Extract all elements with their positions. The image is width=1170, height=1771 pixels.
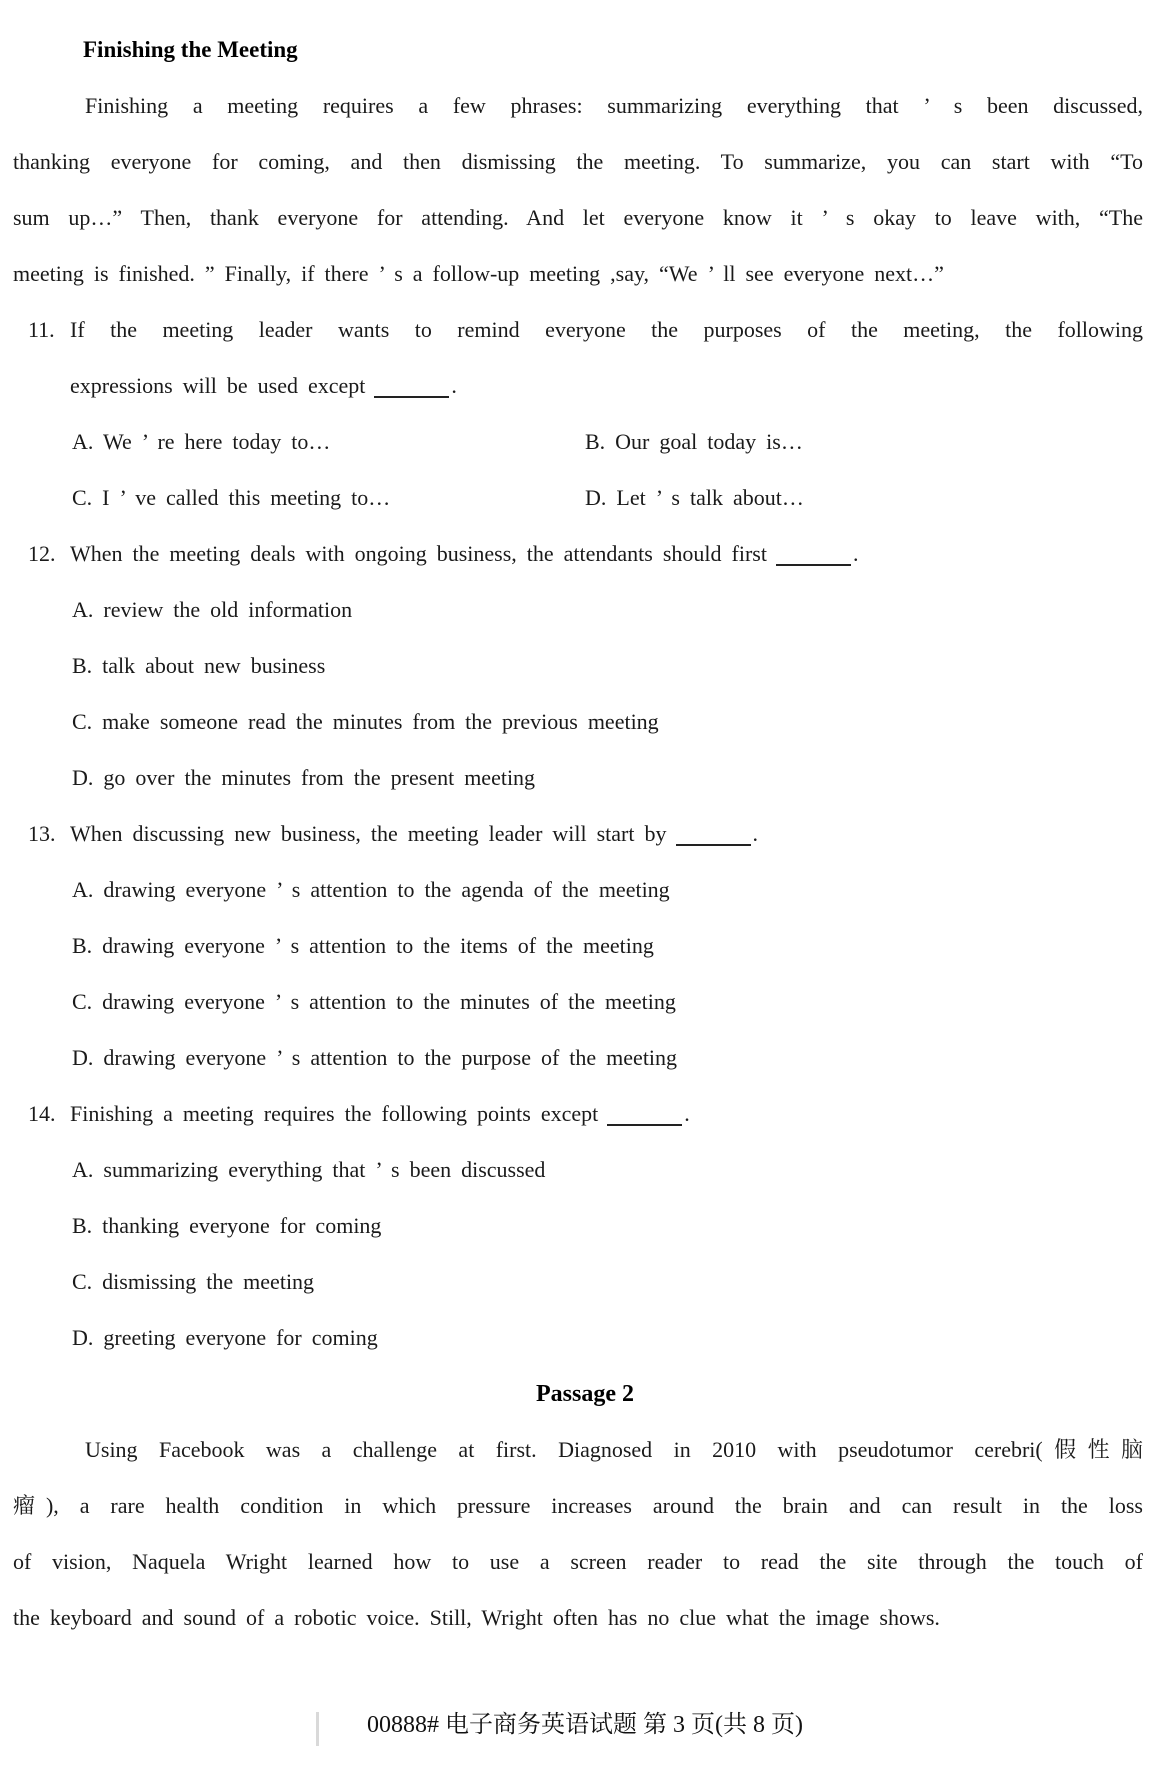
question-13 [0, 806, 1170, 1086]
question-number: 11. [28, 317, 55, 342]
intro-paragraph [0, 78, 1170, 302]
option-row [0, 414, 1170, 470]
answer-blank [776, 564, 851, 566]
question-stem-line: expressions will be used except . [70, 373, 457, 398]
paragraph-line: Using Facebook was a challenge at first. Diagnosed in 2010 with pseudotumor cerebri(假性脑 [85, 1437, 1143, 1462]
option-C: C. dismissing the meeting [72, 1269, 315, 1294]
paragraph-line: sum up…” Then, thank everyone for attending. And let everyone know it ’ s okay to leave with, “The [13, 205, 1143, 230]
document-body [0, 22, 1170, 1646]
passage-heading: Passage 2 [536, 1381, 634, 1407]
option-A: A. review the old information [72, 597, 353, 622]
option-B: B. talk about new business [72, 653, 326, 678]
paragraph-line: meeting is finished. ” Finally, if there ’ s a follow-up meeting ,say, “We ’ ll see everyone next…” [13, 261, 944, 286]
question-number: 12. [28, 541, 56, 566]
option-B: B. drawing everyone ’ s attention to the items of the meeting [72, 933, 654, 958]
option-D: D. Let ’ s talk about… [585, 485, 804, 510]
option-B: B. Our goal today is… [585, 429, 803, 454]
answer-blank [374, 396, 449, 398]
option-C: C. I ’ ve called this meeting to… [72, 485, 391, 510]
question-12 [0, 526, 1170, 806]
option-A: A. We ’ re here today to… [72, 429, 331, 454]
question-number: 13. [28, 821, 56, 846]
paragraph-line: 瘤), a rare health condition in which pressure increases around the brain and can result in the loss [13, 1493, 1143, 1518]
section-heading: Finishing the Meeting [83, 37, 298, 62]
paragraph-line: thanking everyone for coming, and then dismissing the meeting. To summarize, you can start with “To [13, 149, 1143, 174]
option-D: D. go over the minutes from the present meeting [72, 765, 536, 790]
option-A: A. summarizing everything that ’ s been discussed [72, 1157, 546, 1182]
answer-blank [607, 1124, 682, 1126]
question-stem-line: 11. If the meeting leader wants to remind everyone the purposes of the meeting, the following [0, 302, 1170, 358]
option-C: C. drawing everyone ’ s attention to the minutes of the meeting [72, 989, 676, 1014]
question-number: 14. [28, 1101, 56, 1126]
paragraph-line: Finishing a meeting requires a few phrases: summarizing everything that ’ s been discussed, [85, 93, 1143, 118]
option-D: D. drawing everyone ’ s attention to the purpose of the meeting [72, 1045, 678, 1070]
question-stem-line: 14. Finishing a meeting requires the following points except . [0, 1086, 1170, 1142]
question-11 [0, 302, 1170, 526]
option-row [0, 470, 1170, 526]
answer-blank [676, 844, 751, 846]
question-14 [0, 1086, 1170, 1366]
question-stem-line: 13. When discussing new business, the meeting leader will start by . [0, 806, 1170, 862]
paragraph-line: the keyboard and sound of a robotic voice. Still, Wright often has no clue what the image shows. [13, 1605, 940, 1630]
paragraph-line: of vision, Naquela Wright learned how to use a screen reader to read the site through the touch of [13, 1549, 1143, 1574]
option-B: B. thanking everyone for coming [72, 1213, 382, 1238]
option-A: A. drawing everyone ’ s attention to the agenda of the meeting [72, 877, 670, 902]
page-footer: 00888# 电子商务英语试题 第 3 页(共 8 页) [367, 1712, 803, 1738]
option-D: D. greeting everyone for coming [72, 1325, 378, 1350]
questions-container [0, 302, 1170, 1366]
option-C: C. make someone read the minutes from the previous meeting [72, 709, 659, 734]
question-stem-line: 12. When the meeting deals with ongoing business, the attendants should first . [0, 526, 1170, 582]
passage-paragraph [0, 1422, 1170, 1646]
